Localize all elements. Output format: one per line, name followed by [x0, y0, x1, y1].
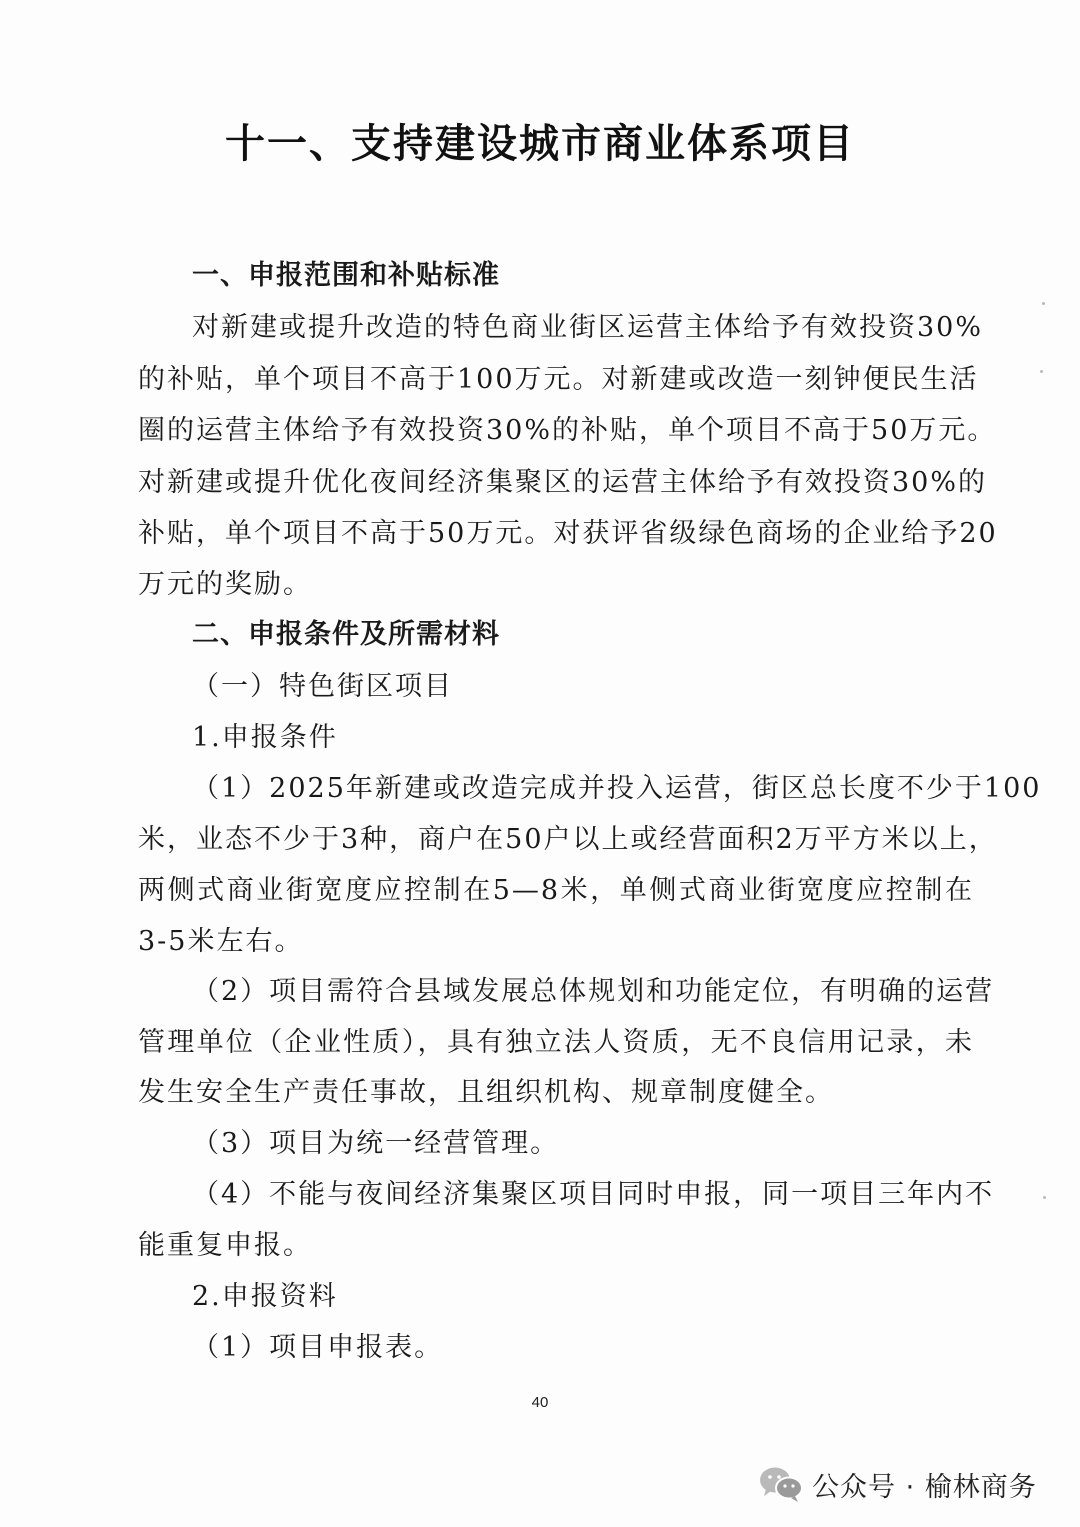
- paragraph-line: 圈的运营主体给予有效投资30%的补贴，单个项目不高于50万元。: [138, 415, 997, 446]
- paragraph-line: 万元的奖励。: [138, 569, 312, 600]
- paragraph-line: （2）项目需符合县域发展总体规划和功能定位，有明确的运营: [192, 976, 995, 1007]
- paragraph-line: 发生安全生产责任事故，且组织机构、规章制度健全。: [138, 1077, 834, 1108]
- scan-speck: [1043, 1196, 1046, 1199]
- item-heading: 1.申报条件: [192, 722, 338, 753]
- wechat-icon: [758, 1464, 804, 1504]
- section-heading-2: 二、申报条件及所需材料: [192, 619, 500, 650]
- section-heading-1: 一、申报范围和补贴标准: [192, 260, 500, 291]
- paragraph-line: 管理单位（企业性质），具有独立法人资质，无不良信用记录，未: [138, 1027, 974, 1058]
- watermark-text: 公众号 · 榆林商务: [812, 1471, 1037, 1503]
- watermark: [758, 1462, 1037, 1506]
- subsection-heading: （一）特色街区项目: [192, 671, 453, 702]
- scan-speck: [1042, 302, 1045, 305]
- scan-speck: [1040, 370, 1043, 373]
- document-title: 十一、支持建设城市商业体系项目: [225, 121, 855, 167]
- paragraph-line: 的补贴，单个项目不高于100万元。对新建或改造一刻钟便民生活: [138, 364, 979, 395]
- item-heading: 2.申报资料: [192, 1281, 338, 1312]
- paragraph-line: 对新建或提升优化夜间经济集聚区的运营主体给予有效投资30%的: [138, 467, 988, 498]
- paragraph-line: （1）项目申报表。: [192, 1332, 444, 1363]
- paragraph-line: （1）2025年新建或改造完成并投入运营，街区总长度不少于100: [192, 773, 1042, 804]
- paragraph-line: （4）不能与夜间经济集聚区项目同时申报，同一项目三年内不: [192, 1179, 995, 1210]
- paragraph-line: （3）项目为统一经营管理。: [192, 1128, 560, 1159]
- paragraph-line: 补贴，单个项目不高于50万元。对获评省级绿色商场的企业给予20: [138, 518, 998, 549]
- paragraph-line: 米，业态不少于3种，商户在50户以上或经营面积2万平方米以上，: [138, 824, 998, 855]
- page-number: 40: [531, 1394, 549, 1411]
- paragraph-line: 两侧式商业街宽度应控制在5—8米，单侧式商业街宽度应控制在: [138, 875, 974, 906]
- paragraph-line: 能重复申报。: [138, 1230, 312, 1261]
- paragraph-line: 3-5米左右。: [138, 926, 304, 957]
- paragraph-line: 对新建或提升改造的特色商业街区运营主体给予有效投资30%: [192, 312, 984, 343]
